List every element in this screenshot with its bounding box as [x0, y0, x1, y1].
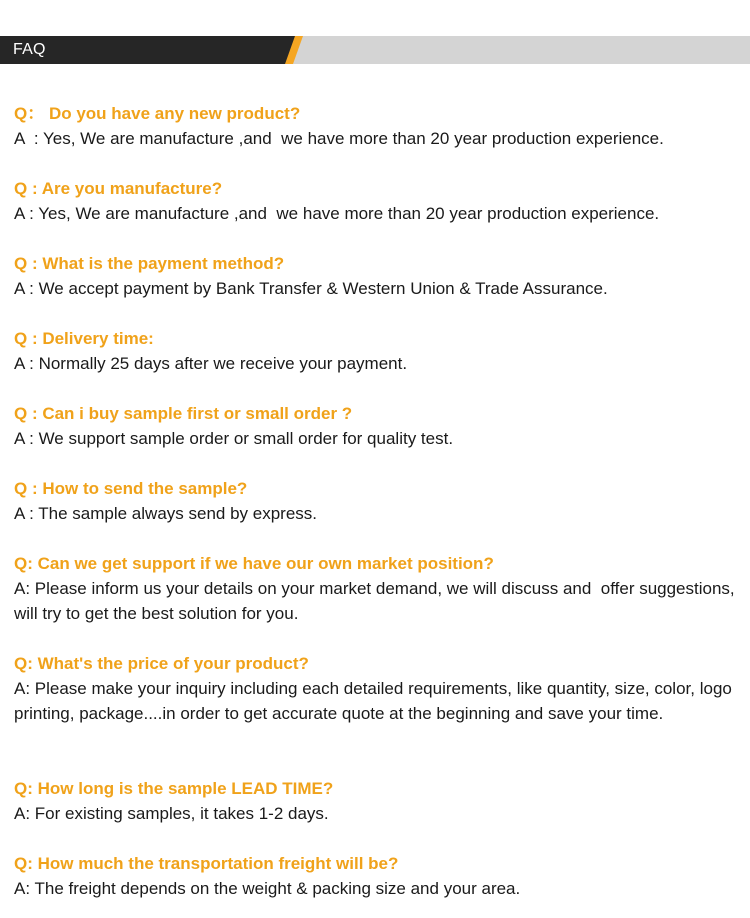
faq-answer: A : We accept payment by Bank Transfer & Western Union & Trade Assurance. — [14, 279, 608, 298]
faq-item — [14, 176, 736, 226]
faq-question: Q: Can we get support if we have our own market position? — [14, 554, 494, 573]
faq-answer: A : We support sample order or small order for quality test. — [14, 429, 454, 448]
header-light-band — [287, 36, 750, 64]
faq-item — [14, 851, 736, 901]
faq-question: Q : How to send the sample? — [14, 479, 248, 498]
faq-answer: A : Yes, We are manufacture ,and we have more than 20 year production experience. — [14, 204, 660, 223]
faq-question: Q: How much the transportation freight will be? — [14, 854, 399, 873]
faq-question: Q : What is the payment method? — [14, 254, 285, 273]
faq-question: Q: What's the price of your product? — [14, 654, 309, 673]
faq-answer: A : Yes, We are manufacture ,and we have more than 20 year production experience. — [14, 129, 664, 148]
faq-item — [14, 101, 736, 151]
faq-item — [14, 401, 736, 451]
faq-question: Q : Delivery time: — [14, 329, 154, 348]
faq-item — [14, 651, 736, 726]
faq-item — [14, 251, 736, 301]
faq-item — [14, 776, 736, 826]
faq-title: FAQ — [13, 41, 46, 58]
faq-item — [14, 326, 736, 376]
faq-answer: A : Normally 25 days after we receive your payment. — [14, 354, 408, 373]
faq-answer: A: For existing samples, it takes 1-2 days. — [14, 804, 329, 823]
faq-answer: A : The sample always send by express. — [14, 504, 318, 523]
faq-header-bar — [0, 36, 750, 64]
header-band-graphic — [0, 36, 750, 64]
faq-answer: A: The freight depends on the weight & packing size and your area. — [14, 879, 521, 898]
faq-item — [14, 551, 740, 626]
faq-answer: A: Please inform us your details on your market demand, we will discuss and offer suggestions, will try to get the best solution for you. — [14, 579, 740, 623]
faq-question: Q： Do you have any new product? — [14, 104, 301, 123]
faq-answer: A: Please make your inquiry including each detailed requirements, like quantity, size, color, logo printing, package....in order to get accurate quote at the beginning and save your time. — [14, 679, 737, 723]
faq-item — [14, 476, 736, 526]
faq-question: Q : Can i buy sample first or small order ? — [14, 404, 353, 423]
faq-question: Q: How long is the sample LEAD TIME? — [14, 779, 334, 798]
faq-question: Q : Are you manufacture? — [14, 179, 223, 198]
